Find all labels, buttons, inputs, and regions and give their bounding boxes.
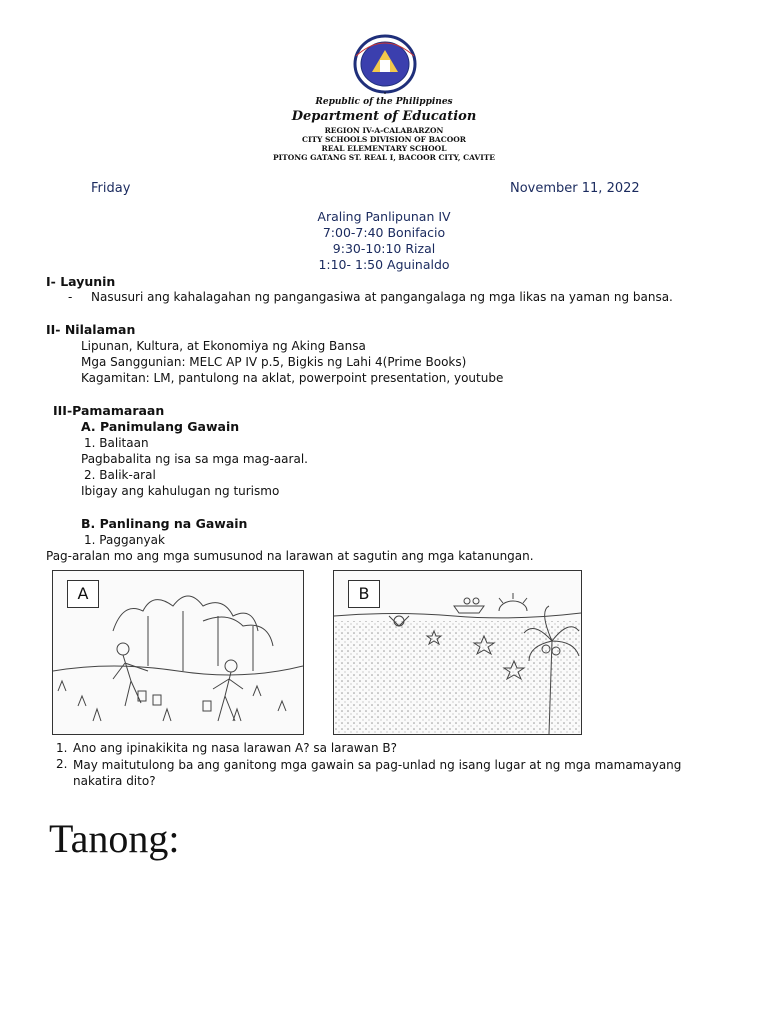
- header-division: CITY SCHOOLS DIVISION OF BACOOR: [301, 135, 467, 144]
- item-title: Balik-aral: [99, 468, 156, 482]
- picture-b-label: B: [348, 580, 380, 608]
- instruction-text: Pag-aralan mo ang mga sumusunod na larawan at sagutin ang mga katanungan.: [46, 549, 534, 563]
- layunin-heading: I- Layunin: [46, 274, 116, 289]
- subject-title: Araling Panlipunan IV: [317, 209, 451, 224]
- question-text: May maitutulong ba ang ganitong mga gawain sa pag-unlad ng isang lugar at ng mga mamamayang nakatira dito?: [73, 758, 682, 788]
- layunin-item: Nasusuri ang kahalagahan ng pangangasiwa at pangangalaga ng mga likas na yaman ng bansa.: [91, 290, 673, 304]
- item-number: 2.: [84, 468, 96, 482]
- list-item: [84, 436, 149, 450]
- item-number: 1.: [84, 533, 96, 547]
- schedule-line: 1:10- 1:50 Aguinaldo: [318, 257, 450, 272]
- picture-b: [333, 570, 582, 735]
- nilalaman-line: Mga Sanggunian: MELC AP IV p.5, Bigkis ng Lahi 4(Prime Books): [81, 355, 467, 369]
- item-title: Pagganyak: [99, 533, 165, 547]
- header-school: REAL ELEMENTARY SCHOOL: [321, 144, 447, 153]
- question-number: 2.: [56, 757, 68, 771]
- list-item: [84, 468, 156, 482]
- header-department: Department of Education: [291, 109, 477, 124]
- picture-a: [52, 570, 304, 735]
- header-republic: Republic of the Philippines: [315, 97, 453, 107]
- day-label: Friday: [91, 181, 131, 196]
- pamamaraan-heading: III-Pamamaraan: [53, 403, 165, 418]
- tanong-heading: Tanong:: [49, 816, 180, 861]
- section-b-heading: B. Panlinang na Gawain: [81, 516, 248, 531]
- question-number: 1.: [56, 741, 68, 755]
- layunin-bullet: -: [68, 290, 73, 304]
- list-item: [84, 533, 165, 547]
- nilalaman-heading: II- Nilalaman: [46, 322, 136, 337]
- item-text: Ibigay ang kahulugan ng turismo: [81, 484, 280, 498]
- item-title: Balitaan: [99, 436, 149, 450]
- picture-a-label: A: [67, 580, 99, 608]
- nilalaman-line: Lipunan, Kultura, at Ekonomiya ng Aking Bansa: [81, 339, 366, 353]
- section-a-heading: A. Panimulang Gawain: [81, 419, 240, 434]
- header-address: PITONG GATANG ST. REAL I, BACOOR CITY, CAVITE: [272, 153, 496, 162]
- header-region: REGION IV-A-CALABARZON: [324, 126, 444, 135]
- schedule-line: 7:00-7:40 Bonifacio: [322, 225, 446, 240]
- deped-seal-icon: [342, 34, 428, 94]
- item-number: 1.: [84, 436, 96, 450]
- nilalaman-line: Kagamitan: LM, pantulong na aklat, powerpoint presentation, youtube: [81, 371, 504, 385]
- date-label: November 11, 2022: [510, 181, 640, 196]
- question-text: Ano ang ipinakikita ng nasa larawan A? sa larawan B?: [73, 741, 397, 755]
- item-text: Pagbabalita ng isa sa mga mag-aaral.: [81, 452, 308, 466]
- schedule-line: 9:30-10:10 Rizal: [332, 241, 436, 256]
